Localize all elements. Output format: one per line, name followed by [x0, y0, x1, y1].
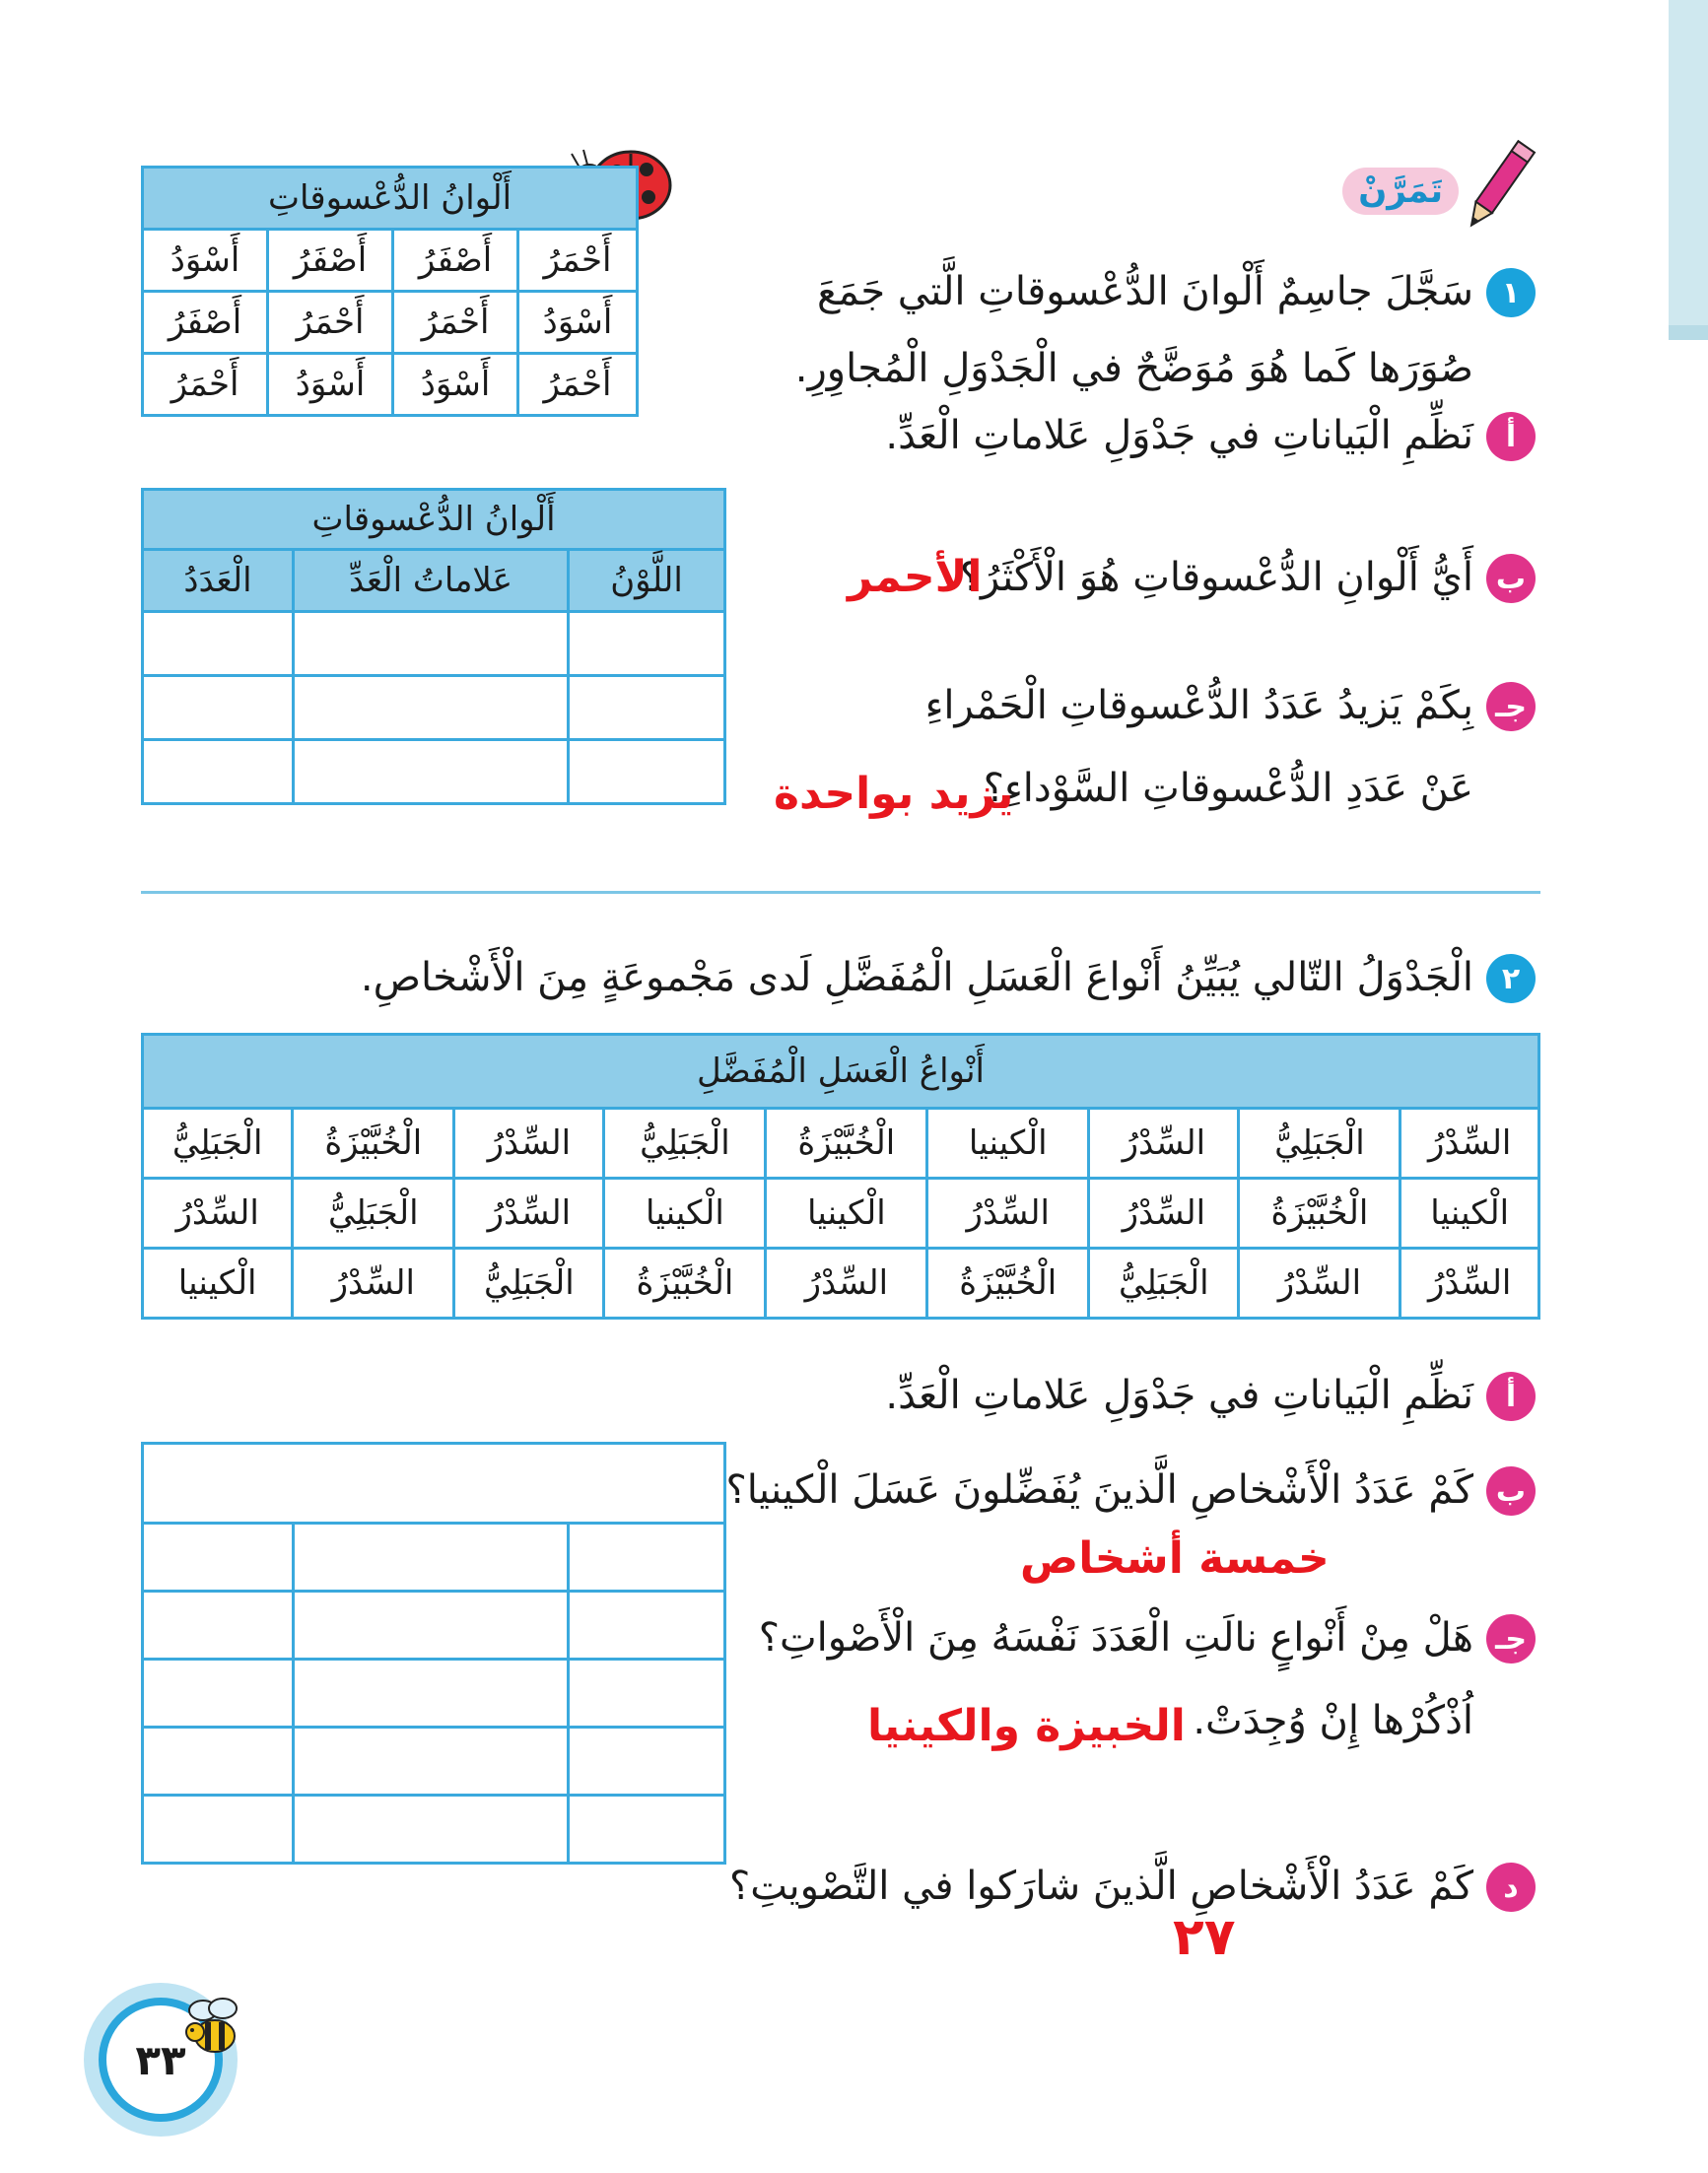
table-cell[interactable]: [294, 1660, 569, 1728]
table-cell: السِّدْرُ: [927, 1179, 1089, 1249]
table-cell[interactable]: [143, 1728, 294, 1796]
ladybug-colors-table: [141, 166, 639, 417]
table-row: [143, 1592, 725, 1660]
q2a-text: نَظِّمِ الْبَياناتِ في جَدْوَلِ عَلاماتِ الْعَدِّ.: [885, 1373, 1473, 1418]
table-row: [143, 676, 725, 740]
q2d-text: كَمْ عَدَدُ الْأَشْخاصِ الَّذينَ شارَكوا في التَّصْويتِ؟: [729, 1864, 1473, 1909]
tally-table-2: [141, 1442, 726, 1865]
pencil-icon: [1459, 133, 1537, 241]
table-cell[interactable]: [569, 676, 725, 740]
tally-table-1: [141, 488, 726, 805]
table-cell[interactable]: [569, 1728, 725, 1796]
table-cell: أَصْفَرُ: [268, 230, 393, 292]
table-cell: أَحْمَرُ: [143, 354, 268, 416]
table-cell: أَسْوَدُ: [518, 292, 638, 354]
exercise-label: تَمَرَّنْ: [1342, 168, 1459, 215]
table-cell[interactable]: [569, 1524, 725, 1592]
table-cell[interactable]: [569, 1592, 725, 1660]
q2b-text: كَمْ عَدَدُ الْأَشْخاصِ الَّذينَ يُفَضِّلونَ عَسَلَ الْكينيا؟: [725, 1467, 1473, 1513]
table-cell: أَحْمَرُ: [518, 230, 638, 292]
q1-number-badge: ١: [1486, 268, 1536, 317]
q1b-badge: ب: [1486, 554, 1536, 603]
q2b-answer: خمسة أشخاص: [1020, 1533, 1330, 1584]
table-cell: الْجَبَلِيُّ: [143, 1109, 293, 1179]
table-cell: الْجَبَلِيُّ: [293, 1179, 454, 1249]
q1c-line1: بِكَمْ يَزيدُ عَدَدُ الدُّعْسوقاتِ الْحَمْراءِ: [924, 683, 1473, 728]
page-number: ٣٣: [99, 1998, 223, 2122]
table-cell: أَصْفَرُ: [393, 230, 518, 292]
tally-table-2-title-cell[interactable]: [143, 1444, 725, 1524]
table-row: [143, 1660, 725, 1728]
table-cell[interactable]: [143, 740, 294, 804]
table-row: [143, 1728, 725, 1796]
table-cell: الْكينيا: [766, 1179, 927, 1249]
q1-line2: صُوَرَها كَما هُوَ مُوَضَّحٌ في الْجَدْوَلِ الْمُجاوِرِ.: [794, 346, 1473, 391]
table-cell: السِّدْرُ: [766, 1249, 927, 1319]
table-row: [143, 612, 725, 676]
table-cell[interactable]: [143, 1592, 294, 1660]
table-cell: الْكينيا: [143, 1249, 293, 1319]
table-cell: الْخُبَّيْزَةُ: [1239, 1179, 1401, 1249]
q1c-line2: عَنْ عَدَدِ الدُّعْسوقاتِ السَّوْداءِ؟: [983, 766, 1473, 811]
q2c-line2: اُذْكُرْها إِنْ وُجِدَتْ.: [1193, 1698, 1473, 1743]
table-cell[interactable]: [569, 1660, 725, 1728]
q2d-badge: د: [1486, 1863, 1536, 1912]
table-cell: أَحْمَرُ: [393, 292, 518, 354]
table-cell: السِّدْرُ: [454, 1179, 604, 1249]
q2b-badge: ب: [1486, 1466, 1536, 1516]
table-row: [143, 740, 725, 804]
table-cell: السِّدْرُ: [1239, 1249, 1401, 1319]
q1a-text: نَظِّمِ الْبَياناتِ في جَدْوَلِ عَلاماتِ الْعَدِّ.: [885, 413, 1473, 458]
table-cell[interactable]: [143, 1660, 294, 1728]
q1a-badge: أ: [1486, 412, 1536, 461]
table-cell: الْخُبَّيْزَةُ: [927, 1249, 1089, 1319]
table-cell: الْكينيا: [927, 1109, 1089, 1179]
table-cell: الْجَبَلِيُّ: [1239, 1109, 1401, 1179]
tally-table-1-title: أَلْوانُ الدُّعْسوقاتِ: [143, 490, 725, 550]
table-cell: الْكينيا: [1401, 1179, 1539, 1249]
table-cell: السِّدْرُ: [454, 1109, 604, 1179]
table-cell[interactable]: [569, 740, 725, 804]
table-cell[interactable]: [294, 612, 569, 676]
table-cell: الْكينيا: [604, 1179, 766, 1249]
table-cell[interactable]: [569, 1796, 725, 1864]
table-cell[interactable]: [143, 1524, 294, 1592]
table-cell: أَسْوَدُ: [143, 230, 268, 292]
ladybug-table-title: أَلْوانُ الدُّعْسوقاتِ: [143, 168, 638, 230]
exercise-header: [1350, 158, 1498, 227]
table-row: [143, 1796, 725, 1864]
q2a-badge: أ: [1486, 1372, 1536, 1421]
table-cell[interactable]: [143, 612, 294, 676]
table-row: [143, 1524, 725, 1592]
header-count: الْعَدَدُ: [143, 550, 294, 612]
q2-number-badge: ٢: [1486, 954, 1536, 1003]
honey-table-title: أَنْواعُ الْعَسَلِ الْمُفَضَّلِ: [143, 1035, 1539, 1109]
q1c-badge: جـ: [1486, 682, 1536, 731]
table-row: [143, 1249, 1539, 1319]
table-cell[interactable]: [143, 676, 294, 740]
table-cell: السِّدْرُ: [1089, 1109, 1239, 1179]
q2c-line1: هَلْ مِنْ أَنْواعٍ نالَتِ الْعَدَدَ نَفْسَهُ مِنَ الْأَصْواتِ؟: [758, 1615, 1473, 1661]
table-cell[interactable]: [294, 676, 569, 740]
table-cell: الْخُبَّيْزَةُ: [604, 1249, 766, 1319]
q2c-answer: الخبيزة والكينيا: [867, 1701, 1186, 1751]
table-row: [143, 1109, 1539, 1179]
table-cell: السِّدْرُ: [1401, 1249, 1539, 1319]
table-cell: الْجَبَلِيُّ: [1089, 1249, 1239, 1319]
header-color: اللَّوْنُ: [569, 550, 725, 612]
q1c-answer: يزيد بواحدة: [774, 769, 1014, 819]
table-cell: أَحْمَرُ: [518, 354, 638, 416]
table-cell: أَسْوَدُ: [393, 354, 518, 416]
side-tab: [1669, 0, 1708, 340]
section-divider: [141, 891, 1540, 894]
table-cell: السِّدْرُ: [143, 1179, 293, 1249]
table-cell: السِّدْرُ: [1401, 1109, 1539, 1179]
table-cell: الْخُبَّيْزَةُ: [766, 1109, 927, 1179]
table-cell[interactable]: [294, 740, 569, 804]
table-row: [143, 354, 638, 416]
bee-icon: [175, 1991, 254, 2070]
table-row: [143, 1179, 1539, 1249]
table-cell[interactable]: [569, 612, 725, 676]
table-cell: السِّدْرُ: [293, 1249, 454, 1319]
q2-text: الْجَدْوَلُ التّالي يُبَيِّنُ أَنْواعَ الْعَسَلِ الْمُفَضَّلِ لَدى مَجْموعَةٍ مِنَ الْأَشْخاصِ.: [360, 955, 1473, 1000]
q1b-answer: الأحمر: [848, 552, 983, 602]
table-cell: أَصْفَرُ: [143, 292, 268, 354]
q1-line1: سَجَّلَ جاسِمٌ أَلْوانَ الدُّعْسوقاتِ الَّتي جَمَعَ: [816, 269, 1473, 314]
table-cell: أَسْوَدُ: [268, 354, 393, 416]
table-cell: السِّدْرُ: [1089, 1179, 1239, 1249]
honey-types-table: [141, 1033, 1540, 1320]
q2c-badge: جـ: [1486, 1614, 1536, 1664]
q2d-answer: ٢٧: [1173, 1908, 1236, 1967]
table-cell: الْخُبَّيْزَةُ: [293, 1109, 454, 1179]
table-cell[interactable]: [294, 1728, 569, 1796]
table-cell[interactable]: [294, 1592, 569, 1660]
table-cell: الْجَبَلِيُّ: [604, 1109, 766, 1179]
table-cell[interactable]: [294, 1796, 569, 1864]
table-cell: الْجَبَلِيُّ: [454, 1249, 604, 1319]
table-row: [143, 292, 638, 354]
header-tally: عَلاماتُ الْعَدِّ: [294, 550, 569, 612]
table-cell: أَحْمَرُ: [268, 292, 393, 354]
side-tab-accent: [1669, 325, 1708, 340]
q1b-text: أَيُّ أَلْوانِ الدُّعْسوقاتِ هُوَ الْأَكْثَرُ؟: [959, 555, 1473, 600]
table-cell[interactable]: [143, 1796, 294, 1864]
table-row: [143, 230, 638, 292]
table-cell[interactable]: [294, 1524, 569, 1592]
